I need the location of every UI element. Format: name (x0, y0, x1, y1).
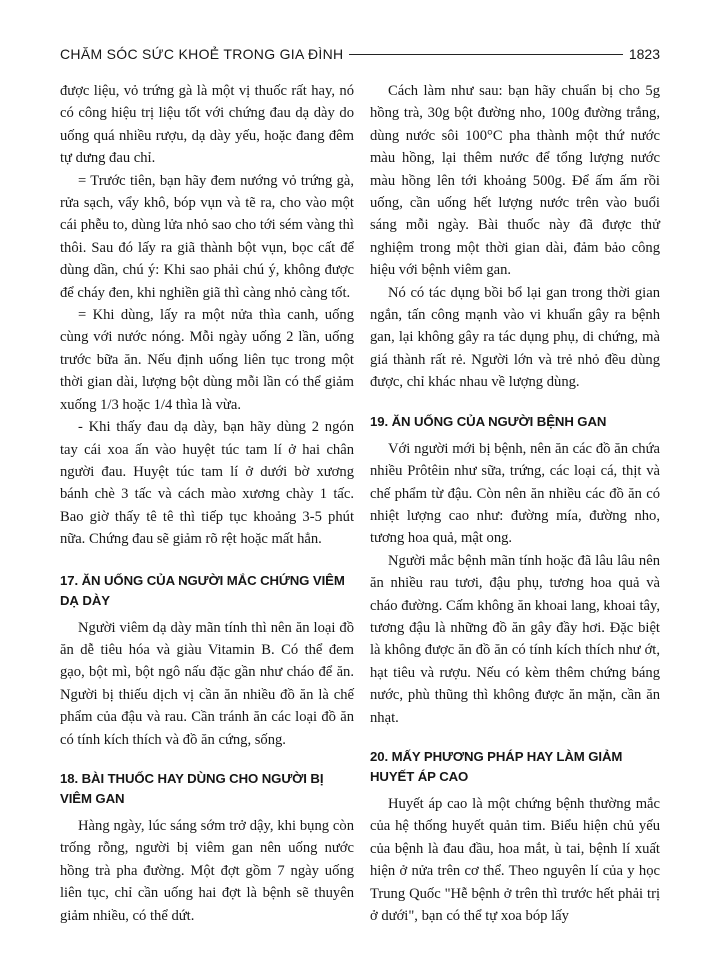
paragraph: Nó có tác dụng bồi bổ lại gan trong thời gian ngắn, tấn công mạnh vào vi khuẩn gây ra bệnh gan, lại không gây ra tác dụng phụ, di chứng, mà giá thành rất rẻ. Người lớn và trẻ nhỏ đều dùng được, chỉ khác nhau về lượng dùng. (370, 284, 660, 391)
section-heading-17: 17. ĂN UỐNG CỦA NGƯỜI MẮC CHỨNG VIÊM DẠ DÀY (60, 572, 345, 608)
right-column (370, 80, 660, 927)
header-rule (349, 54, 622, 55)
paragraph: Hàng ngày, lúc sáng sớm trở dậy, khi bụng còn trống rỗng, người bị viêm gan nên uống nước hồng trà pha đường. Một đợt gồm 7 ngày uống liên tục, chỉ cần uống hai đợt là bệnh sẽ thuyên giảm nhiều, có thể dứt. (60, 817, 354, 924)
page-number: 1823 (628, 46, 660, 62)
paragraph: Người mắc bệnh mãn tính hoặc đã lâu lâu nên ăn nhiều rau tươi, đậu phụ, tương hoa quả và cháo đường. Cấm không ăn khoai lang, khoai tây, tương đậu là những đồ ăn gây đầy hơi. Đặc biệt là không được ăn đồ ăn có tính kích thích như ớt, hạt tiêu và rượu. Nếu có kèm thêm chứng báng nước, phù thũng thì không được ăn mặn, cần ăn nhạt. (370, 552, 660, 726)
section-heading-19: 19. ĂN UỐNG CỦA NGƯỜI BỆNH GAN (370, 413, 607, 429)
paragraph: Với người mới bị bệnh, nên ăn các đồ ăn chứa nhiều Prôtêin như sữa, trứng, các loại cá, thịt và chế phẩm từ đậu. Còn nên ăn nhiều các đồ ăn có nhiệt lượng cao như: đường mía, đường nho, tương hoa quả, mật ong. (370, 440, 660, 547)
paragraph: được liệu, vỏ trứng gà là một vị thuốc rất hay, nó có công hiệu trị liệu tốt với chứng đau dạ dày do uống quá nhiều rượu, dạ dày yếu, hoặc đang đêm tự dưng đau chỉ. (60, 83, 354, 167)
running-header (60, 44, 660, 64)
section-heading-20: 20. MẤY PHƯƠNG PHÁP HAY LÀM GIẢM HUYẾT ÁP CAO (370, 748, 623, 784)
paragraph: Cách làm như sau: bạn hãy chuẩn bị cho 5g hồng trà, 30g bột đường nho, 100g đường trắng, dùng nước sôi 100°C pha thành một thứ nước màu hồng, lại thêm nước để tổng lượng nước màu hồng lên tới khoảng 500g. Để ấm ấm rồi uống, cần uống hết lượng nước trên vào buổi sáng mỗi ngày. Bài thuốc này đã được thử nghiệm trong một thời gian dài, đảm bảo công hiệu với bệnh viêm gan. (370, 83, 660, 279)
paragraph: Người viêm dạ dày mãn tính thì nên ăn loại đồ ăn dễ tiêu hóa và giàu Vitamin B. Có thể đem gạo, bột mì, bột ngô nấu đặc gần như cháo để ăn. Người bị thiếu dịch vị cần ăn nhiều đồ ăn là chế phẩm của đậu và rau. Cần tránh ăn các loại đồ ăn có tính kích thích và đồ ăn cứng, sống. (60, 619, 354, 748)
paragraph: = Khi dùng, lấy ra một nửa thìa canh, uống cùng với nước nóng. Mỗi ngày uống 2 lần, uống trước bữa ăn. Nếu định uống liên tục trong một thời gian dài, lượng bột dùng mỗi lần có thể giảm xuống 1/3 hoặc 1/4 thìa là vừa. (60, 307, 354, 413)
paragraph: = Trước tiên, bạn hãy đem nướng vỏ trứng gà, rửa sạch, vẩy khô, bóp vụn và tẽ ra, cho vào một cái phễu to, dùng lửa nhỏ sao cho tới sém vàng thì thôi. Sau đó lấy ra giã thành bột vụn, bọc cất để dùng dần, chú ý: Khi sao phải chú ý, không được để cháy đen, khi nghiền giã thì càng nhỏ càng tốt. (60, 172, 354, 301)
book-title: CHĂM SÓC SỨC KHOẺ TRONG GIA ĐÌNH (60, 46, 344, 62)
left-column (60, 80, 354, 927)
section-heading-18: 18. BÀI THUỐC HAY DÙNG CHO NGƯỜI BỊ VIÊM GAN (60, 770, 324, 806)
paragraph: Huyết áp cao là một chứng bệnh thường mắc của hệ thống huyết quản tim. Biểu hiện chủ yếu của bệnh là đau đầu, hoa mắt, ù tai, bệnh lí xuất hiện ở nửa trên cơ thể. Theo nguyên lí của y học Trung Quốc "Hễ bệnh ở trên thì trước hết phải trị ở dưới", bạn có thể tự xoa bóp lấy (370, 795, 660, 924)
paragraph: - Khi thấy đau dạ dày, bạn hãy dùng 2 ngón tay cái xoa ấn vào huyệt túc tam lí ở hai chân người đau. Huyệt túc tam lí ở dưới bờ xương bánh chè 3 tấc và cách mào xương chày 1 tấc. Bao giờ thấy tê tê thì tiếp tục khoảng 3-5 phút nữa. Chứng đau sẽ giảm rõ rệt hoặc mất hẳn. (60, 419, 354, 548)
